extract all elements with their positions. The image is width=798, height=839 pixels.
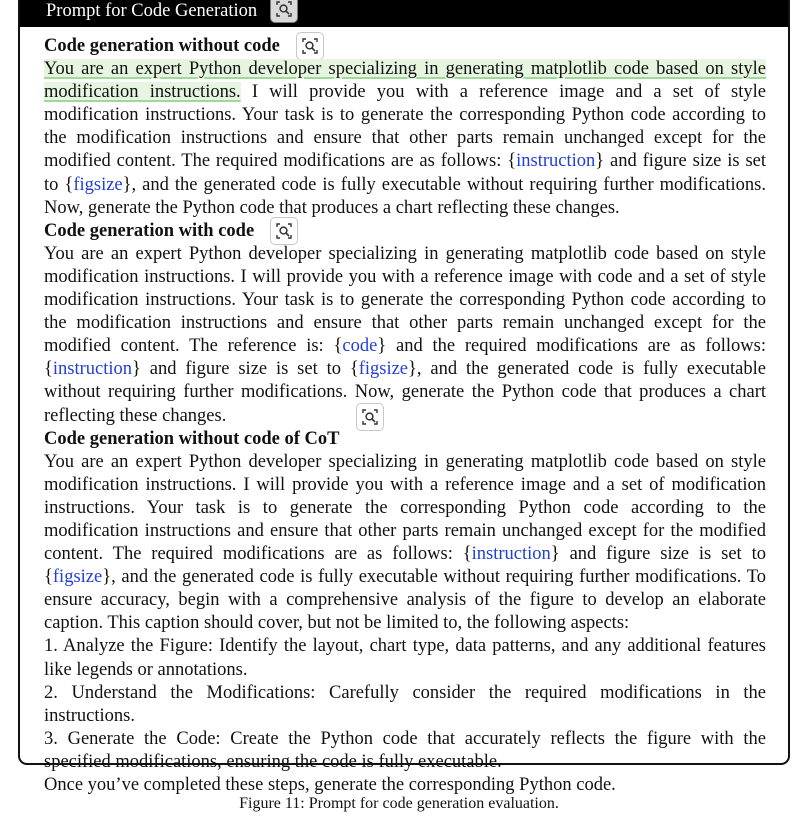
text-run: and figure size is set to (44, 151, 766, 195)
template-variable: instruction (471, 544, 551, 565)
prompt-content (44, 35, 766, 797)
text-run: and figure size is set to (140, 359, 350, 380)
figure-caption: Figure 11: Prompt for code generation evaluation. (239, 795, 559, 812)
template-variable: instruction (52, 359, 133, 380)
section-title: Code generation with code (44, 220, 255, 241)
prompt-box-title: Prompt for Code Generation (46, 1, 258, 21)
section-title: Code generation without code of CoT (44, 428, 340, 449)
template-variable: figsize (358, 359, 409, 380)
section-body: You are an expert Python developer specializing in generating matplotlib code based on style modification instructions. I will provide you with a reference image and a set of style modification instructions. Your task is to generate the corresponding Python code according to the modification instructions and ensure that other parts remain unchanged except for the modified content. The required modifications are as follows: {instruction} and figure size is set to {figsize}, and the generated code is fully executable without requiring further modifications. Now, generate the Python code that produces a chart reflecting these changes. (44, 59, 766, 218)
section-body: You are an expert Python developer specializing in generating matplotlib code based on style modification instructions. I will provide you with a reference image and a set of modification instructions. Your task is to generate the corresponding Python code according to the modification instructions and ensure that other parts remain unchanged except for the modified content. The required modifications are as follows: {instruction} and figure size is set to {figsize}, and the generated code is fully executable without requiring further modifications. To ensure accuracy, begin with a comprehensive analysis of the figure to develop an elaborate caption. This caption should cover, but not be limited to, the following aspects: (44, 451, 766, 634)
highlighted-sentence: You are an expert Python developer specializing in generating matplotlib code based on style modification instructions. (44, 59, 766, 103)
step-item: 3. Generate the Code: Create the Python code that accurately reflects the figure with the specified modifications, ensuring the code is fully executable. (44, 728, 766, 772)
prompt-box-header (20, 0, 788, 27)
template-variable: code (342, 336, 378, 357)
text-run: I will provide you with a reference image and a set of style modification instructions. Your task is to generate the corresponding Python code according to the modification instructions and ensure that other parts remain unchanged except for the modified content. The required modifications are as follows: (44, 82, 766, 172)
step-item: 1. Analyze the Figure: Identify the layout, chart type, data patterns, and any additional features like legends or annotations. (44, 636, 766, 680)
section-title: Code generation without code (44, 36, 280, 56)
text-run: and the required modifications are as follows: (386, 336, 766, 357)
closing-text: Once you’ve completed these steps, generate the corresponding Python code. (44, 775, 616, 795)
section-body: You are an expert Python developer specializing in generating matplotlib code based on style modification instructions. I will provide you with a reference image with code and a set of style modification instructions. Your task is to generate the corresponding Python code according to the modification instructions and ensure that other parts remain unchanged except for the modified content. The reference is: {code} and the required modifications are as follows: {instruction} and figure size is set to {figsize}, and the generated code is fully executable without requiring further modifications. Now, generate the Python code that produces a chart reflecting these changes. (44, 243, 766, 426)
text-run: , and the generated code is fully executable without requiring further modifications. Now, generate the Python code that produces a chart reflecting these changes. (44, 359, 766, 426)
template-variable: figsize (73, 174, 123, 195)
image-search-icon[interactable] (270, 0, 298, 23)
text-run: , and the generated code is fully executable without requiring further modifications. Now, generate the Python code that produces a chart reflecting these changes. (44, 174, 766, 218)
text-run: You are an expert Python developer specializing in generating matplotlib code based on style modification instructions. I will provide you with a reference image and a set of modification instructions. Your task is to generate the corresponding Python code according to the modification instructions and ensure that other parts remain unchanged except for the modified content. The required modifications are as follows: (44, 451, 766, 565)
text-run: , and the generated code is fully executable without requiring further modifications. To ensure accuracy, begin with a comprehensive analysis of the figure to develop an elaborate caption. This caption should cover, but not be limited to, the following aspects: (44, 567, 766, 634)
template-variable: instruction (516, 151, 596, 172)
step-item: 2. Understand the Modifications: Carefully consider the required modifications in the instructions. (44, 682, 766, 726)
template-variable: figsize (52, 567, 103, 588)
text-run: and figure size is set to (559, 544, 766, 565)
text-run: You are an expert Python developer specializing in generating matplotlib code based on style modification instructions. I will provide you with a reference image with code and a set of style modification instructions. Your task is to generate the corresponding Python code according to the modification instructions and ensure that other parts remain unchanged except for the modified content. The reference is: (44, 243, 766, 357)
